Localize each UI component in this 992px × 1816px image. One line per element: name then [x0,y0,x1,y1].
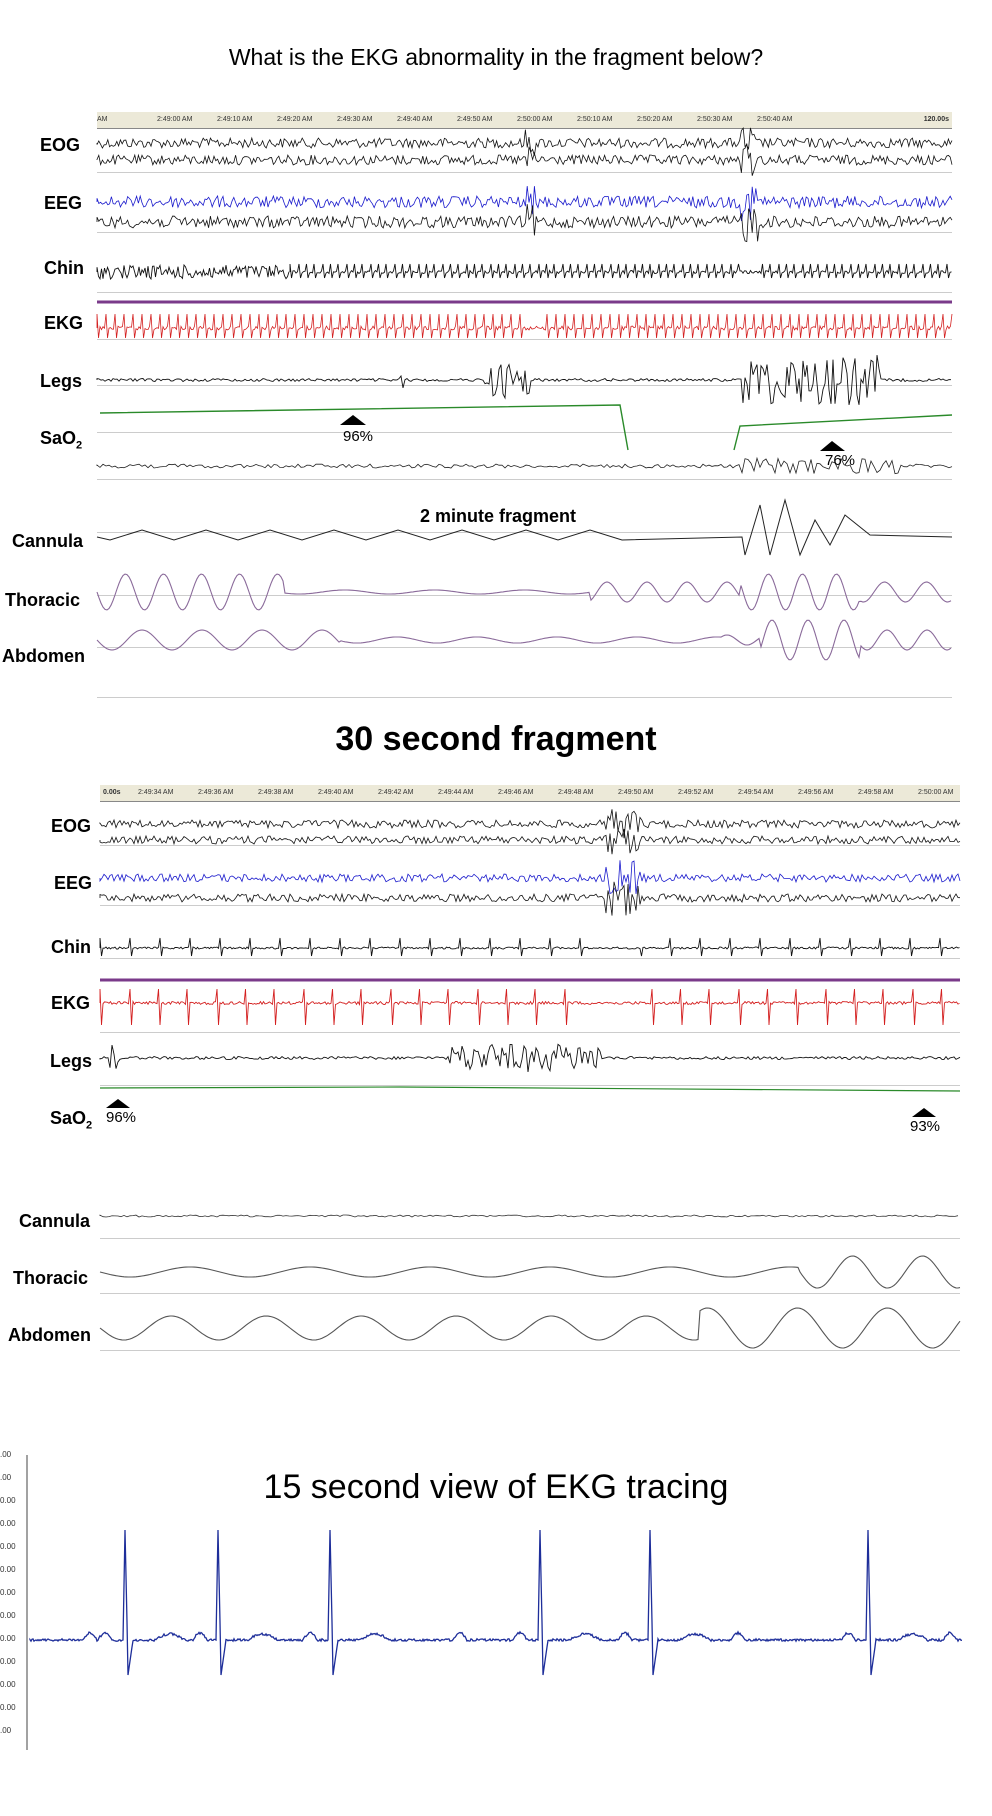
channel-label-eog-30s: EOG [51,816,92,836]
channel-label-eog: EOG [40,135,81,155]
time-tick: 2:49:50 AM [618,789,654,796]
time-tick: 2:49:40 AM [397,116,433,123]
channel-label-thoracic: Thoracic [5,590,81,610]
ekg15-trace [30,1530,962,1675]
time-tick: 2:49:50 AM [457,116,493,123]
axis-tick-label: 0.00 [0,1611,16,1620]
time-tick: 2:49:52 AM [678,789,714,796]
title-30-second: 30 second fragment [335,720,657,758]
channel-label-chin: Chin [44,258,84,278]
time-tick: 2:49:42 AM [378,789,414,796]
time-tick: 2:49:10 AM [217,116,253,123]
time-tick: 2:49:54 AM [738,789,774,796]
sao2-annotation-96: 96% [343,428,374,445]
axis-tick-label: 0.00 [0,1703,16,1712]
axis-tick-label: 0.00 [0,1634,16,1643]
time-tick: 2:49:38 AM [258,789,294,796]
time-tick: 2:49:30 AM [337,116,373,123]
axis-tick-label: 0.00 [0,1680,16,1689]
time-tick: 2:49:58 AM [858,789,894,796]
axis-tick-label: 0.00 [0,1588,16,1597]
time-tick: 2:49:46 AM [498,789,534,796]
channel-label-abdomen-30s: Abdomen [8,1325,91,1345]
time-tick: AM [97,116,108,123]
title-15-second: 15 second view of EKG tracing [263,1468,729,1506]
time-tick: 2:49:34 AM [138,789,174,796]
channel-label-eeg: EEG [44,193,83,213]
axis-tick-label: .00 [0,1726,12,1735]
channel-label-abdomen: Abdomen [2,646,85,666]
time-tick: 2:49:40 AM [318,789,354,796]
axis-tick-label: 0.00 [0,1657,16,1666]
sao2-annotation-76: 76% [825,452,856,469]
time-tick: 2:50:00 AM [517,116,553,123]
axis-tick-label: 0.00 [0,1565,16,1574]
axis-tick-label: 0.00 [0,1519,16,1528]
time-tick: 2:50:40 AM [757,116,793,123]
axis-tick-label: 0.00 [0,1496,16,1505]
sao2-annotation-96-30s: 96% [106,1109,137,1126]
time-tick: 2:49:56 AM [798,789,834,796]
time-tick: 2:49:44 AM [438,789,474,796]
channel-label-sao2: SaO$_2$ [40,428,83,452]
channel-label-legs: Legs [40,371,83,391]
channel-label-chin-30s: Chin [51,937,91,957]
channel-label-cannula-30s: Cannula [19,1211,91,1231]
question-text: What is the EKG abnormality in the fragment below? [228,44,764,70]
fragment-label-2min: 2 minute fragment [420,506,577,526]
channel-label-legs-30s: Legs [50,1051,93,1071]
time-tick: 2:50:00 AM [918,789,954,796]
time-tick: 2:49:36 AM [198,789,234,796]
time-tick: 2:50:20 AM [637,116,673,123]
axis-tick-label: .00 [0,1450,12,1459]
time-tick: 2:50:30 AM [697,116,733,123]
channel-label-ekg: EKG [44,313,84,333]
sao2-annotation-93-30s: 93% [910,1118,941,1135]
time-tick: 2:49:00 AM [157,116,193,123]
channel-label-eeg-30s: EEG [54,873,93,893]
channel-label-ekg-30s: EKG [51,993,91,1013]
channel-label-cannula: Cannula [12,531,84,551]
time-tick: 2:49:20 AM [277,116,313,123]
time-tick: 2:50:10 AM [577,116,613,123]
axis-tick-label: 0.00 [0,1542,16,1551]
axis-tick-label: .00 [0,1473,12,1482]
duration-readout: 120.00s [923,116,949,123]
channel-label-sao2-30s: SaO$_2$ [50,1108,93,1132]
time-tick: 2:49:48 AM [558,789,594,796]
start-readout: 0.00s [103,789,121,796]
channel-label-thoracic-30s: Thoracic [13,1268,89,1288]
